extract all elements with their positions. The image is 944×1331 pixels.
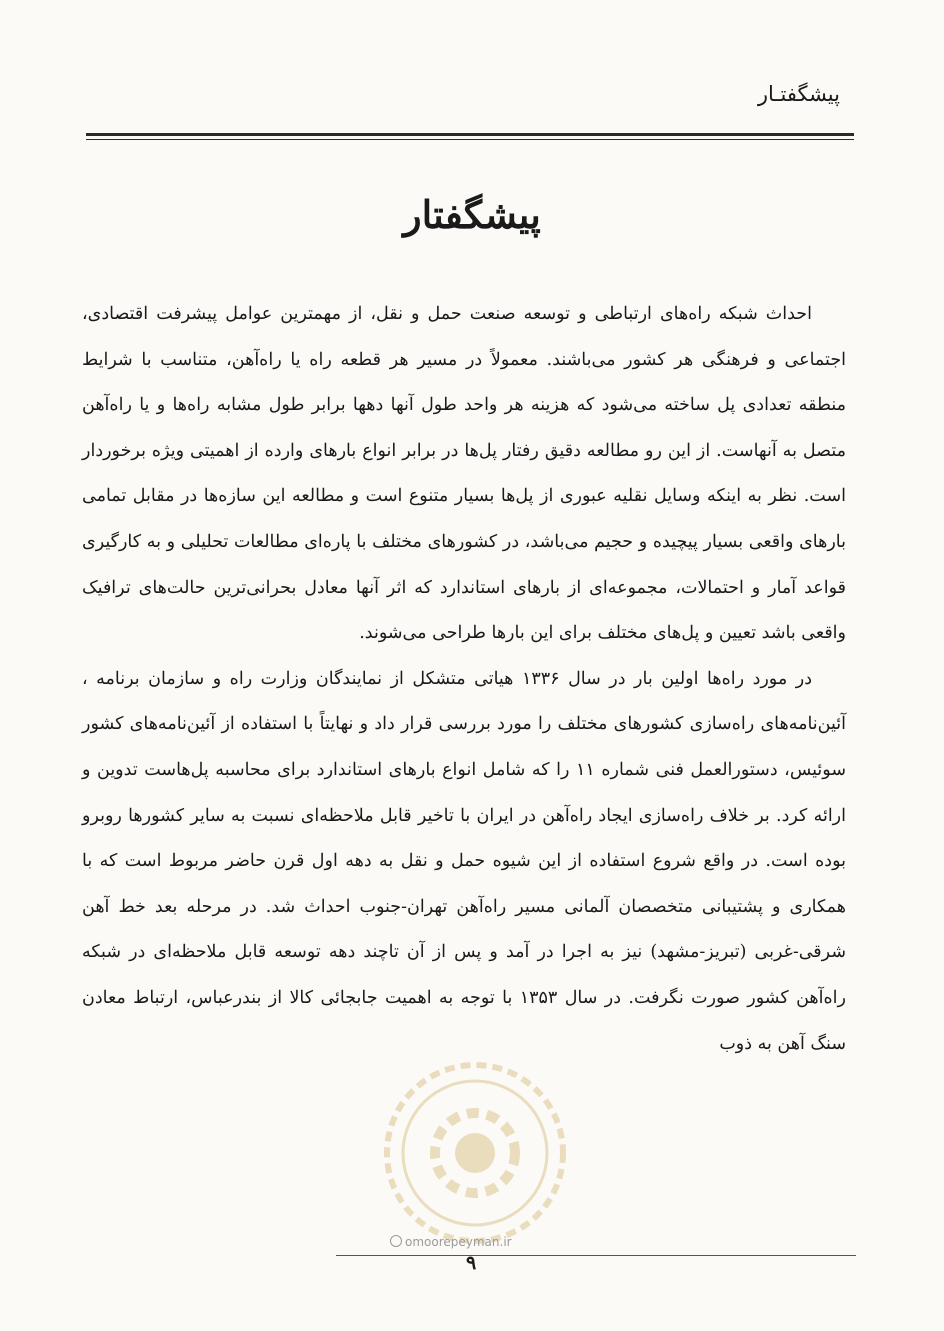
watermark-seal-logo xyxy=(380,1058,570,1248)
globe-icon xyxy=(390,1235,402,1247)
watermark-url: omoorepeyman.ir xyxy=(390,1235,512,1249)
paragraph: در مورد راه‌ها اولین بار در سال ۱۳۳۶ هیاتی متشکل از نمایندگان وزارت راه و سازمان برنامه ، آئین‌نامه‌های راه‌سازی کشورهای مختلف را مورد بررسی قرار داد و نهایتاً با استفاده از آئین‌نامه‌های کشور سوئیس، دستورالعمل فنی شماره ۱۱ را که شامل انواع بارهای استاندارد برای محاسبه پل‌هاست تدوین و ارائه کرد. بر خلاف راه‌سازی ایجاد راه‌آهن در ایران با تاخیر قابل ملاحظه‌ای نسبت به سایر کشورها روبرو بوده است. در واقع شروع استفاده از این شیوه حمل و نقل به دهه اول قرن حاضر مربوط است که با همکاری و پشتیبانی متخصصان آلمانی مسیر راه‌آهن تهران-جنوب احداث شد. در مرحله بعد خط آهن شرقی-غربی (تبریز-مشهد) نیز به اجرا در آمد و پس از آن تاچند دهه توسعه قابل ملاحظه‌ای در شبکه راه‌آهن کشور صورت نگرفت. در سال ۱۳۵۳ با توجه به اهمیت جابجائی کالا از بندرعباس، ارتباط معادن سنگ آهن به ذوب xyxy=(82,668,846,1054)
page-number: ۹ xyxy=(466,1252,477,1274)
footer-rule xyxy=(336,1255,856,1256)
body-text xyxy=(82,292,846,1067)
running-header-title: پیشگفتـار xyxy=(757,82,840,106)
header-rule-thin xyxy=(86,139,854,140)
header-double-rule xyxy=(86,133,854,142)
chapter-title: پیشگفتار xyxy=(403,192,541,237)
paragraph: احداث شبکه راه‌های ارتباطی و توسعه صنعت حمل و نقل، از مهمترین عوامل پیشرفت اقتصادی، اجتماعی و فرهنگی هر کشور می‌باشند. معمولاً در مسیر هر قطعه راه یا راه‌آهن، متناسب با شرایط منطقه تعدادی پل ساخته می‌شود که هزینه هر واحد طول آنها دهها برابر طول مشابه راه‌ها و یا راه‌آهن متصل به آنهاست. از این رو مطالعه دقیق رفتار پل‌ها در برابر انواع بارهای وارده از اهمیتی ویژه برخوردار است. نظر به اینکه وسایل نقلیه عبوری از پل‌ها بسیار متنوع است و مطالعه این سازه‌ها در مقابل تمامی بارهای واقعی بسیار پیچیده و حجیم می‌باشد، در کشورهای مختلف با پاره‌ای مطالعات تحلیلی و به کارگیری قواعد آمار و احتمالات، مجموعه‌ای از بارهای استاندارد که اثر آنها معادل بحرانی‌ترین حالت‌های ترافیک واقعی باشد تعیین و پل‌های مختلف برای این بارها طراحی می‌شوند. xyxy=(82,304,846,644)
